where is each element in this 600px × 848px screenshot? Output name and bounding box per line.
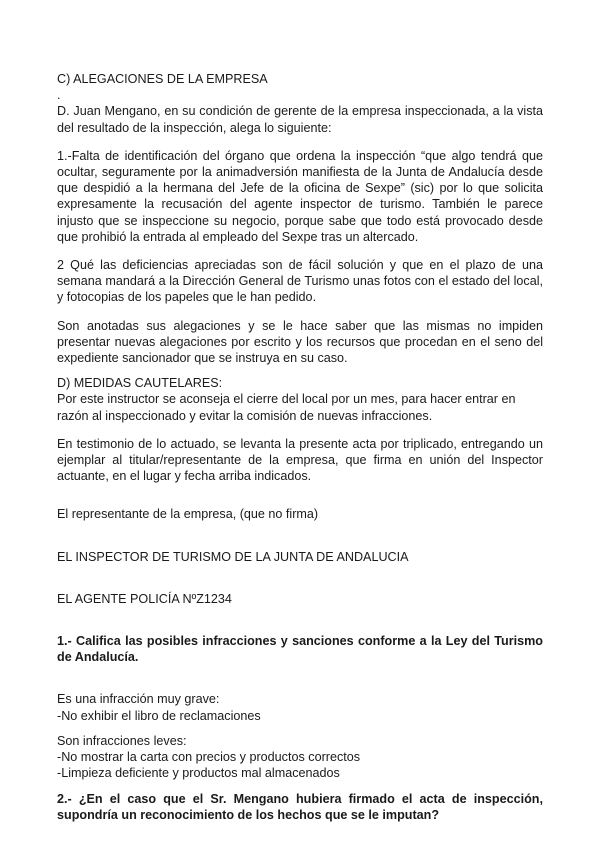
agent-signature-line: EL AGENTE POLICÍA NºZ1234 xyxy=(57,591,232,606)
separator-dot: . xyxy=(57,88,61,103)
minor-item-2: -Limpieza deficiente y productos mal almacenados xyxy=(57,766,340,781)
company-representative: El representante de la empresa, (que no firma) xyxy=(57,507,319,522)
noted-paragraph: Son anotadas sus alegaciones y se le hace saber que las mismas no impiden presentar nuevas alegaciones por escrito y los recursos que procedan en el seno del expediente sancionador que se instruya en su caso. xyxy=(57,318,543,366)
allegation-2: 2 Qué las deficiencias apreciadas son de fácil solución y que en el plazo de una semana mandará a la Dirección General de Turismo unas fotos con el estado del local, y fotocopias de los papeles que le han pedido. xyxy=(57,258,543,305)
very-grave-item: -No exhibir el libro de reclamaciones xyxy=(57,708,261,723)
very-grave-title: Es una infracción muy grave: xyxy=(57,692,220,707)
intro-paragraph: D. Juan Mengano, en su condición de gerente de la empresa inspeccionada, a la vista del resultado de la inspección, alega lo siguiente: xyxy=(57,104,543,135)
measures-line-1: Por este instructor se aconseja el cierre del local por un mes, para hacer entrar en xyxy=(57,392,516,407)
question-2: 2.- ¿En el caso que el Sr. Mengano hubiera firmado el acta de inspección, supondría un reconocimiento de los hechos que se le imputan? xyxy=(57,791,543,822)
section-d-title: D) MEDIDAS CAUTELARES: xyxy=(57,376,223,391)
allegation-1: 1.-Falta de identificación del órgano que ordena la inspección “que algo tendrá que ocultar, seguramente por la animadversión manifiesta de la Junta de Andalucía desde que despidió a la hermana del Jefe de la oficina de Sexpe” (sic) por lo que solicita expresamente la recusación del agente inspector de turismo. También le parece injusto que se inspeccione su negocio, porque sabe que todo está provocado desde que prohibió la entrada al empleado del Sexpe tras un altercado. xyxy=(57,148,543,244)
document-page xyxy=(57,71,543,823)
measures-line-2: razón al inspeccionado y evitar la comisión de nuevas infracciones. xyxy=(57,408,433,423)
testimony-paragraph: En testimonio de lo actuado, se levanta la presente acta por triplicado, entregando un ejemplar al titular/representante de la empresa, que firma en unión del Inspector actuante, en el lugar y fecha arriba indicados. xyxy=(57,436,543,484)
question-1: 1.- Califica las posibles infracciones y sanciones conforme a la Ley del Turismo de Andalucía. xyxy=(57,634,543,665)
inspector-signature-line: EL INSPECTOR DE TURISMO DE LA JUNTA DE ANDALUCIA xyxy=(57,549,409,564)
minor-item-1: -No mostrar la carta con precios y productos correctos xyxy=(57,750,361,765)
minor-title: Son infracciones leves: xyxy=(57,733,187,748)
section-c-title: C) ALEGACIONES DE LA EMPRESA xyxy=(57,72,268,86)
